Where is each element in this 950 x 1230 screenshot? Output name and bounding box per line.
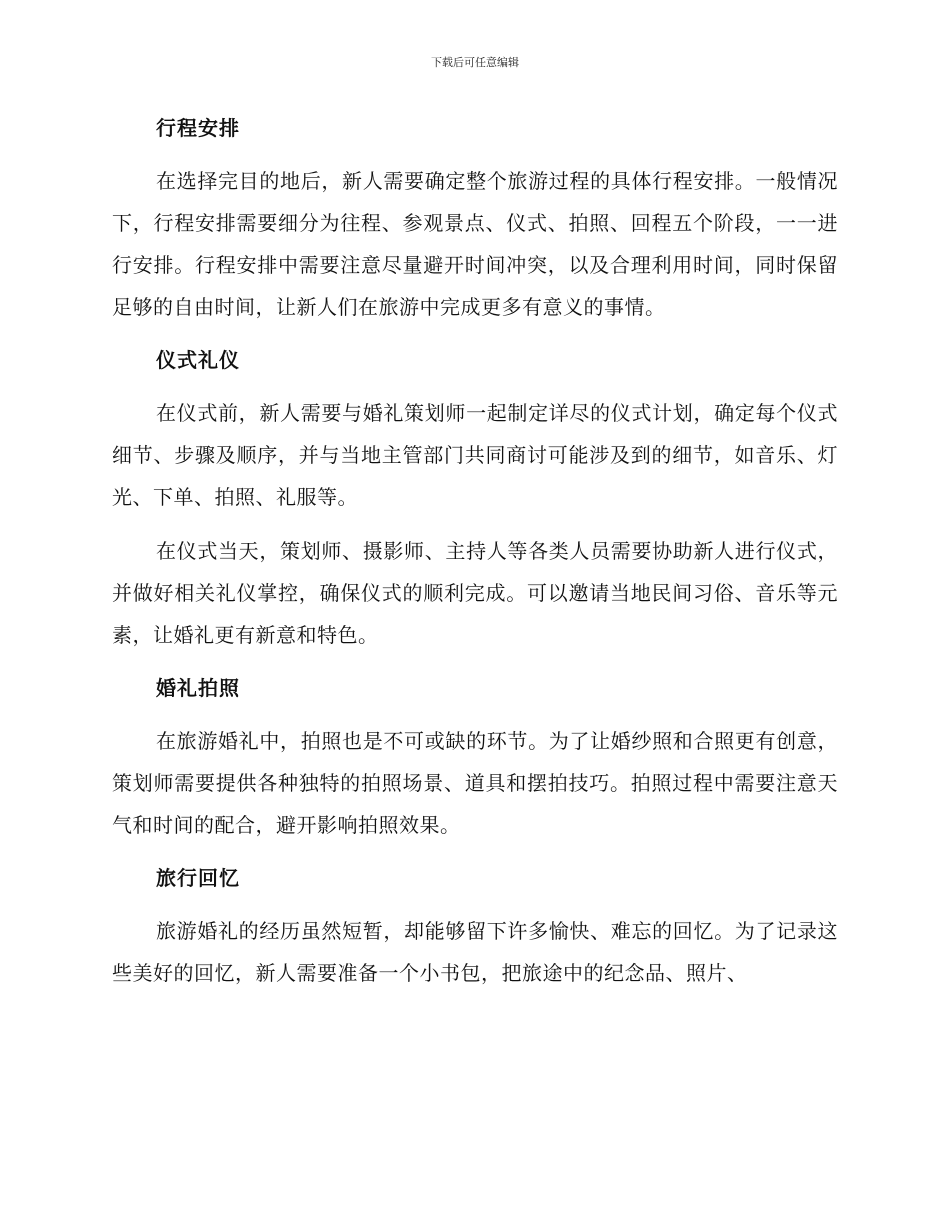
paragraph: 在仪式当天，策划师、摄影师、主持人等各类人员需要协助新人进行仪式，并做好相关礼仪掌控，确保仪式的顺利完成。可以邀请当地民间习俗、音乐等元素，让婚礼更有新意和特色。 [112,539,838,647]
section-photography [112,668,838,846]
section-heading-memories: 旅行回忆 [156,866,240,890]
paragraph: 在旅游婚礼中，拍照也是不可或缺的环节。为了让婚纱照和合照更有创意，策划师需要提供各种独特的拍照场景、道具和摆拍技巧。拍照过程中需要注意天气和时间的配合，避开影响拍照效果。 [112,729,838,837]
paragraph: 旅游婚礼的经历虽然短暂，却能够留下许多愉快、难忘的回忆。为了记录这些美好的回忆，新人需要准备一个小书包，把旅途中的纪念品、照片、 [112,919,838,985]
section-heading-itinerary: 行程安排 [156,116,240,140]
section-heading-ceremony: 仪式礼仪 [156,348,240,372]
section-memories [112,858,838,994]
section-heading-photography: 婚礼拍照 [156,676,240,700]
section-itinerary [112,108,838,328]
paragraph: 在仪式前，新人需要与婚礼策划师一起制定详尽的仪式计划，确定每个仪式细节、步骤及顺序，并与当地主管部门共同商讨可能涉及到的细节，如音乐、灯光、下单、拍照、礼服等。 [112,401,838,509]
section-ceremony [112,340,838,656]
document-body [112,108,838,1006]
page-header: 下载后可任意编辑 [431,56,519,69]
paragraph: 在选择完目的地后，新人需要确定整个旅游过程的具体行程安排。一般情况下，行程安排需要细分为往程、参观景点、仪式、拍照、回程五个阶段，一一进行安排。行程安排中需要注意尽量避开时间冲突，以及合理利用时间，同时保留足够的自由时间，让新人们在旅游中完成更多有意义的事情。 [112,169,838,319]
